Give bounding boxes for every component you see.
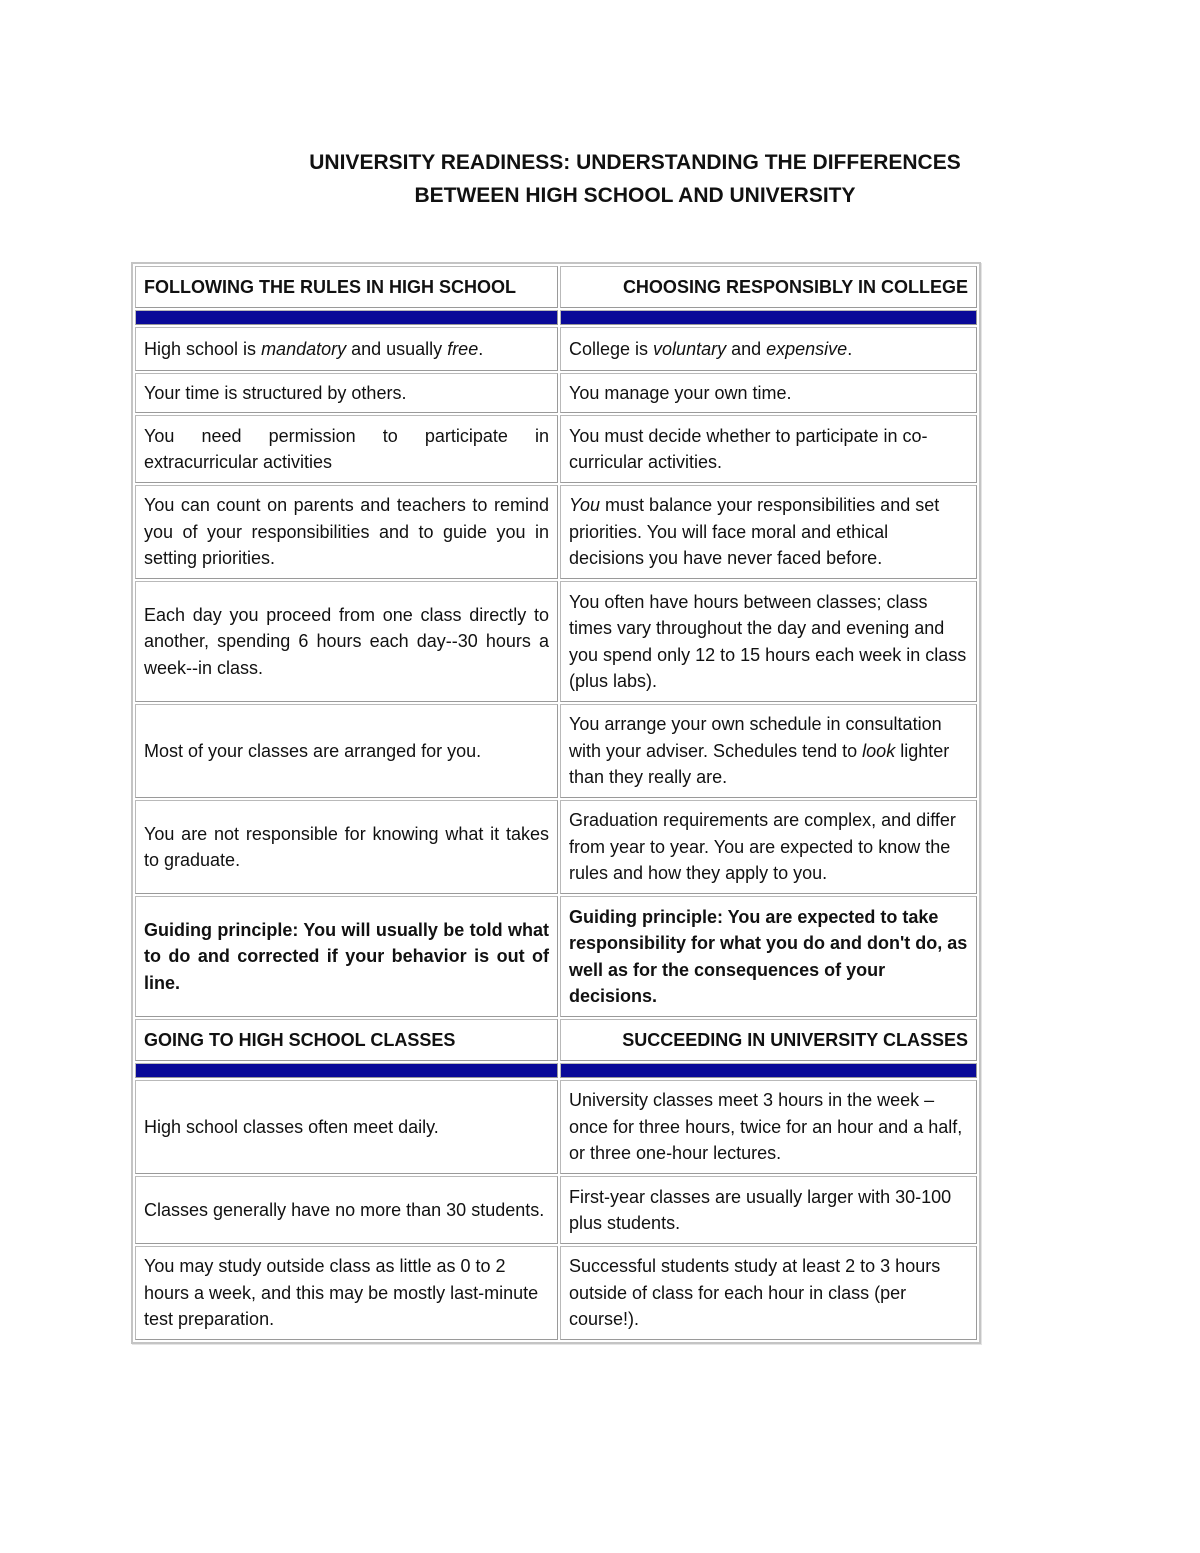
text-run: and usually xyxy=(346,338,448,359)
table-cell: You can count on parents and teachers to remind you of your responsibilities and to guide you in setting priorities. xyxy=(135,485,558,579)
section2-right-header: SUCCEEDING IN UNIVERSITY CLASSES xyxy=(560,1019,977,1061)
table-row xyxy=(135,704,977,798)
text-run: and xyxy=(726,338,767,359)
table-cell: Most of your classes are arranged for you. xyxy=(135,704,558,798)
accent-bar xyxy=(135,310,558,325)
table-cell: University classes meet 3 hours in the week – once for three hours, twice for an hour and a half, or three one-hour lectures. xyxy=(560,1080,977,1174)
table-row xyxy=(135,896,977,1017)
text-run-italic: mandatory xyxy=(261,338,347,359)
section2-accent-bar-row xyxy=(135,1063,977,1078)
table-row xyxy=(135,581,977,702)
table-cell: Classes generally have no more than 30 students. xyxy=(135,1176,558,1244)
section2-header-row xyxy=(135,1019,977,1061)
table-cell: Successful students study at least 2 to 3 hours outside of class for each hour in class (per course!). xyxy=(560,1246,977,1340)
table-row xyxy=(135,415,977,483)
accent-bar xyxy=(560,310,977,325)
text-run-italic: You xyxy=(569,495,601,516)
text-run-italic: look xyxy=(862,740,896,761)
table-cell xyxy=(560,327,977,371)
table-cell: Your time is structured by others. xyxy=(135,373,558,413)
text-run: . xyxy=(847,338,853,359)
section1-right-header: CHOOSING RESPONSIBLY IN COLLEGE xyxy=(560,266,977,308)
table-row xyxy=(135,1080,977,1174)
table-cell: You often have hours between classes; class times vary throughout the day and evening and you spend only 12 to 15 hours each week in class (plus labs). xyxy=(560,581,977,702)
table-cell xyxy=(560,704,977,798)
table-row xyxy=(135,327,977,371)
table-cell: Each day you proceed from one class directly to another, spending 6 hours each day--30 hours a week--in class. xyxy=(135,581,558,702)
document-title xyxy=(0,146,1200,212)
table-row xyxy=(135,485,977,579)
text-run: High school is xyxy=(144,338,262,359)
table-cell: You manage your own time. xyxy=(560,373,977,413)
table-cell: High school classes often meet daily. xyxy=(135,1080,558,1174)
accent-bar xyxy=(560,1063,977,1078)
table-cell: Graduation requirements are complex, and differ from year to year. You are expected to know the rules and how they apply to you. xyxy=(560,800,977,894)
text-run-italic: voluntary xyxy=(653,338,727,359)
title-line-2: BETWEEN HIGH SCHOOL AND UNIVERSITY xyxy=(414,184,856,207)
table-cell xyxy=(560,485,977,579)
section2-left-header: GOING TO HIGH SCHOOL CLASSES xyxy=(135,1019,558,1061)
table-cell: You are not responsible for knowing what it takes to graduate. xyxy=(135,800,558,894)
accent-bar xyxy=(135,1063,558,1078)
text-run-italic: expensive xyxy=(766,338,848,359)
table-cell: First-year classes are usually larger with 30-100 plus students. xyxy=(560,1176,977,1244)
text-run: must balance your responsibilities and set priorities. You will face moral and ethical decisions you have never faced before. xyxy=(569,495,940,569)
text-run: You arrange your own schedule in consultation with your adviser. Schedules tend to xyxy=(569,714,942,761)
text-run-italic: free xyxy=(447,338,479,359)
table-cell xyxy=(135,327,558,371)
table-cell: You need permission to participate in extracurricular activities xyxy=(135,415,558,483)
table-row xyxy=(135,1176,977,1244)
text-run: . xyxy=(478,338,484,359)
title-line-1: UNIVERSITY READINESS: UNDERSTANDING THE DIFFERENCES xyxy=(309,151,961,174)
text-run: lighter than they really are. xyxy=(569,740,950,788)
table-cell: You must decide whether to participate in co-curricular activities. xyxy=(560,415,977,483)
table-row xyxy=(135,800,977,894)
table-row xyxy=(135,1246,977,1340)
section1-left-header: FOLLOWING THE RULES IN HIGH SCHOOL xyxy=(135,266,558,308)
section1-accent-bar-row xyxy=(135,310,977,325)
text-run: College is xyxy=(569,338,654,359)
guiding-principle-left: Guiding principle: You will usually be told what to do and corrected if your behavior is out of line. xyxy=(135,896,558,1017)
table-cell: You may study outside class as little as 0 to 2 hours a week, and this may be mostly last-minute test preparation. xyxy=(135,1246,558,1340)
guiding-principle-right: Guiding principle: You are expected to take responsibility for what you do and don't do, as well as for the consequences of your decisions. xyxy=(560,896,977,1017)
table-row xyxy=(135,373,977,413)
section1-header-row xyxy=(135,266,977,308)
comparison-table xyxy=(131,262,981,1344)
